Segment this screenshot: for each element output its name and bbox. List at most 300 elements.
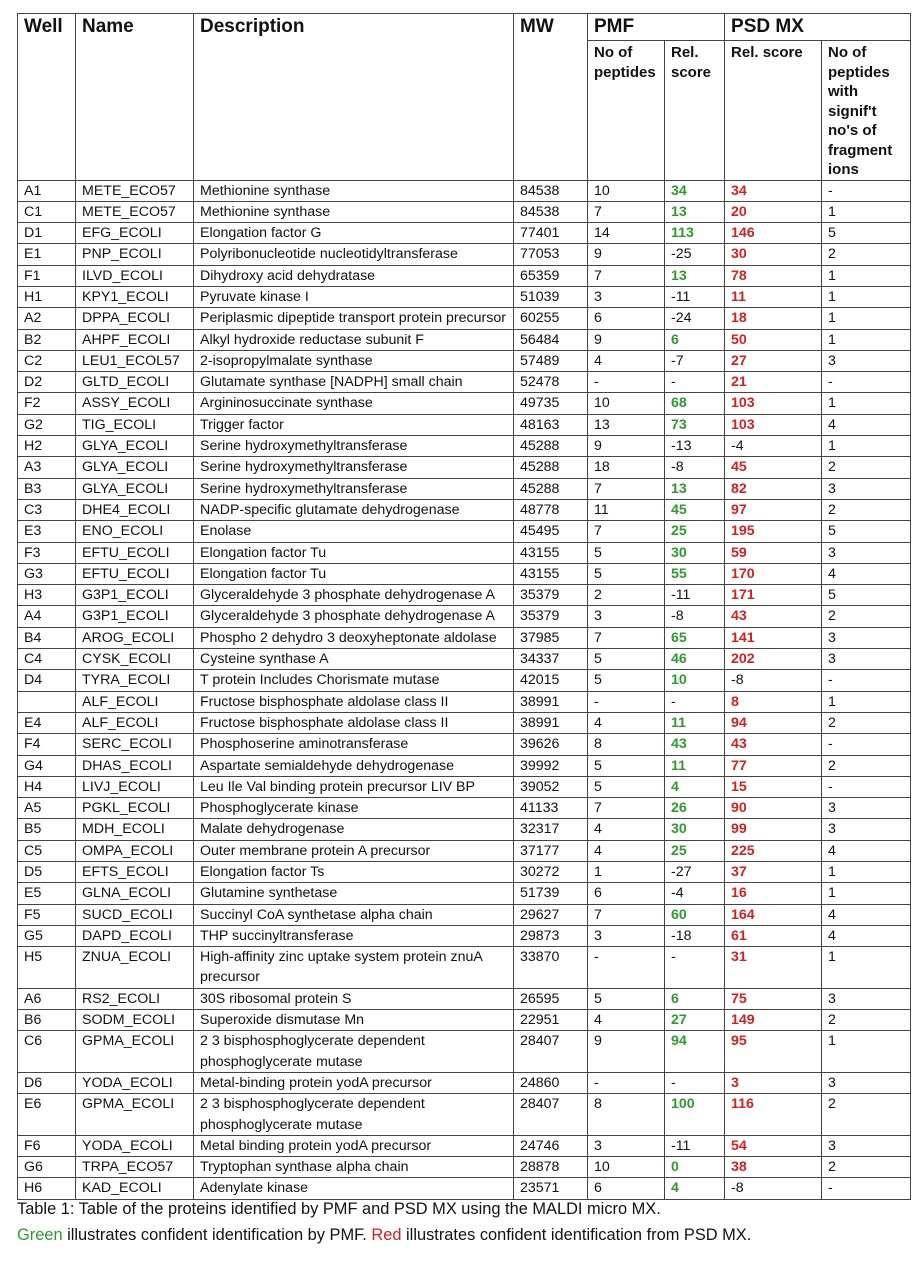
cell-mw: 38991 [514, 712, 588, 733]
table-row [18, 947, 911, 989]
cell-pmf-score: -4 [665, 883, 725, 904]
cell-psd-peptides: 5 [822, 521, 911, 542]
table-row [18, 862, 911, 883]
cell-well: G6 [18, 1157, 76, 1178]
cell-pmf-score: 30 [665, 819, 725, 840]
header-pmf: PMF [588, 14, 725, 41]
table-row [18, 712, 911, 733]
cell-pmf-peptides: 8 [588, 1094, 665, 1136]
cell-well: H1 [18, 286, 76, 307]
cell-name: AHPF_ECOLI [76, 329, 194, 350]
table-row [18, 755, 911, 776]
cell-well: B3 [18, 478, 76, 499]
cell-psd-peptides: 2 [822, 457, 911, 478]
cell-pmf-peptides: 7 [588, 904, 665, 925]
table-row [18, 840, 911, 861]
table-row [18, 286, 911, 307]
cell-psd-peptides: 3 [822, 350, 911, 371]
cell-description: Methionine synthase [194, 180, 514, 201]
cell-mw: 60255 [514, 308, 588, 329]
cell-name: LIVJ_ECOLI [76, 776, 194, 797]
cell-pmf-score: 4 [665, 1178, 725, 1199]
cell-psd-peptides: 3 [822, 1135, 911, 1156]
cell-psd-peptides: 2 [822, 1157, 911, 1178]
cell-description: Fructose bisphosphate aldolase class II [194, 712, 514, 733]
cell-psd-score: -4 [725, 436, 822, 457]
cell-pmf-score: - [665, 691, 725, 712]
cell-psd-score: 75 [725, 988, 822, 1009]
cell-description: Elongation factor Ts [194, 862, 514, 883]
header-pmf-score: Rel. score [665, 41, 725, 181]
cell-mw: 45288 [514, 478, 588, 499]
cell-description: 30S ribosomal protein S [194, 988, 514, 1009]
cell-pmf-score: 60 [665, 904, 725, 925]
cell-well: H5 [18, 947, 76, 989]
cell-well: D1 [18, 223, 76, 244]
cell-name: GPMA_ECOLI [76, 1094, 194, 1136]
cell-psd-score: 61 [725, 925, 822, 946]
cell-psd-score: 171 [725, 585, 822, 606]
cell-psd-score: 16 [725, 883, 822, 904]
cell-description: Glyceraldehyde 3 phosphate dehydrogenase A [194, 585, 514, 606]
cell-psd-score: 8 [725, 691, 822, 712]
cell-description: T protein Includes Chorismate mutase [194, 670, 514, 691]
cell-psd-peptides: 2 [822, 499, 911, 520]
cell-name: DHAS_ECOLI [76, 755, 194, 776]
cell-mw: 57489 [514, 350, 588, 371]
table-row [18, 414, 911, 435]
caption-line-1: Table 1: Table of the proteins identified by PMF and PSD MX using the MALDI micro MX. [17, 1200, 661, 1218]
cell-psd-score: 95 [725, 1031, 822, 1073]
table-row [18, 585, 911, 606]
cell-psd-peptides: 2 [822, 1094, 911, 1136]
cell-mw: 37177 [514, 840, 588, 861]
cell-description: Polyribonucleotide nucleotidyltransferase [194, 244, 514, 265]
cell-well: D5 [18, 862, 76, 883]
cell-well: E3 [18, 521, 76, 542]
cell-psd-peptides: 2 [822, 606, 911, 627]
cell-psd-peptides: 3 [822, 1072, 911, 1093]
cell-well: E4 [18, 712, 76, 733]
cell-well: G2 [18, 414, 76, 435]
cell-description: Phosphoglycerate kinase [194, 798, 514, 819]
cell-psd-peptides: - [822, 734, 911, 755]
cell-mw: 26595 [514, 988, 588, 1009]
cell-description: Phosphoserine aminotransferase [194, 734, 514, 755]
cell-pmf-peptides: 3 [588, 925, 665, 946]
header-well: Well [18, 14, 76, 181]
cell-pmf-score: -11 [665, 585, 725, 606]
cell-psd-peptides: 4 [822, 414, 911, 435]
cell-pmf-peptides: 5 [588, 542, 665, 563]
cell-pmf-peptides: 18 [588, 457, 665, 478]
cell-name: PGKL_ECOLI [76, 798, 194, 819]
cell-mw: 51739 [514, 883, 588, 904]
cell-psd-score: 78 [725, 265, 822, 286]
cell-pmf-score: -11 [665, 286, 725, 307]
cell-pmf-score: 34 [665, 180, 725, 201]
cell-description: Adenylate kinase [194, 1178, 514, 1199]
cell-mw: 43155 [514, 563, 588, 584]
caption-green-text: illustrates confident identification by PMF. [62, 1226, 372, 1244]
cell-well: F3 [18, 542, 76, 563]
cell-well: H6 [18, 1178, 76, 1199]
cell-mw: 35379 [514, 585, 588, 606]
cell-psd-score: 164 [725, 904, 822, 925]
cell-pmf-score: 11 [665, 712, 725, 733]
cell-psd-score: 97 [725, 499, 822, 520]
cell-pmf-score: 26 [665, 798, 725, 819]
cell-pmf-peptides: - [588, 947, 665, 989]
cell-pmf-peptides: 6 [588, 1178, 665, 1199]
cell-name: AROG_ECOLI [76, 627, 194, 648]
cell-psd-score: 170 [725, 563, 822, 584]
cell-pmf-peptides: 7 [588, 265, 665, 286]
cell-psd-score: 11 [725, 286, 822, 307]
cell-pmf-score: 13 [665, 478, 725, 499]
cell-mw: 43155 [514, 542, 588, 563]
cell-psd-peptides: 1 [822, 329, 911, 350]
table-body [18, 180, 911, 1199]
cell-pmf-peptides: 5 [588, 649, 665, 670]
cell-psd-peptides: 1 [822, 691, 911, 712]
cell-psd-score: 50 [725, 329, 822, 350]
cell-pmf-score: 4 [665, 776, 725, 797]
table-row [18, 521, 911, 542]
cell-description: Glutamate synthase [NADPH] small chain [194, 372, 514, 393]
cell-well: D4 [18, 670, 76, 691]
cell-mw: 45495 [514, 521, 588, 542]
cell-mw: 34337 [514, 649, 588, 670]
cell-pmf-peptides: 7 [588, 521, 665, 542]
cell-pmf-score: 43 [665, 734, 725, 755]
cell-name: G3P1_ECOLI [76, 585, 194, 606]
cell-name: RS2_ECOLI [76, 988, 194, 1009]
cell-name: KAD_ECOLI [76, 1178, 194, 1199]
cell-mw: 84538 [514, 180, 588, 201]
table-row [18, 201, 911, 222]
table-row [18, 180, 911, 201]
cell-name: CYSK_ECOLI [76, 649, 194, 670]
table-row [18, 308, 911, 329]
cell-well: F1 [18, 265, 76, 286]
cell-pmf-score: 65 [665, 627, 725, 648]
header-psd-peptides: No of peptides with signif't no's of fragment ions [822, 41, 911, 181]
cell-pmf-score: -11 [665, 1135, 725, 1156]
cell-psd-score: 99 [725, 819, 822, 840]
cell-description: Argininosuccinate synthase [194, 393, 514, 414]
cell-pmf-score: 13 [665, 201, 725, 222]
cell-name: YODA_ECOLI [76, 1072, 194, 1093]
cell-well: B2 [18, 329, 76, 350]
cell-psd-score: 54 [725, 1135, 822, 1156]
cell-pmf-score: 94 [665, 1031, 725, 1073]
cell-well: F2 [18, 393, 76, 414]
cell-pmf-score: 30 [665, 542, 725, 563]
cell-well: B5 [18, 819, 76, 840]
cell-name: PNP_ECOLI [76, 244, 194, 265]
cell-pmf-peptides: 4 [588, 350, 665, 371]
cell-description: Dihydroxy acid dehydratase [194, 265, 514, 286]
cell-pmf-peptides: 6 [588, 308, 665, 329]
cell-pmf-score: - [665, 1072, 725, 1093]
cell-mw: 28407 [514, 1031, 588, 1073]
cell-description: Glutamine synthetase [194, 883, 514, 904]
cell-description: Serine hydroxymethyltransferase [194, 457, 514, 478]
cell-description: Fructose bisphosphate aldolase class II [194, 691, 514, 712]
caption-red-text: illustrates confident identification from PSD MX. [401, 1226, 752, 1244]
cell-name: KPY1_ECOLI [76, 286, 194, 307]
cell-name: YODA_ECOLI [76, 1135, 194, 1156]
header-pmf-peptides: No of peptides [588, 41, 665, 181]
cell-name: ALF_ECOLI [76, 712, 194, 733]
cell-name: TIG_ECOLI [76, 414, 194, 435]
cell-description: Superoxide dismutase Mn [194, 1010, 514, 1031]
cell-pmf-score: 100 [665, 1094, 725, 1136]
cell-psd-score: 195 [725, 521, 822, 542]
cell-name: TYRA_ECOLI [76, 670, 194, 691]
cell-pmf-peptides: 9 [588, 436, 665, 457]
cell-pmf-score: -8 [665, 457, 725, 478]
cell-psd-peptides: 1 [822, 862, 911, 883]
cell-name: EFTU_ECOLI [76, 542, 194, 563]
cell-mw: 33870 [514, 947, 588, 989]
cell-pmf-peptides: 7 [588, 201, 665, 222]
cell-well: A6 [18, 988, 76, 1009]
cell-pmf-score: 113 [665, 223, 725, 244]
cell-name: EFTS_ECOLI [76, 862, 194, 883]
protein-table [17, 13, 911, 1200]
caption-red-word: Red [371, 1226, 402, 1244]
cell-name: ALF_ECOLI [76, 691, 194, 712]
cell-description: Metal binding protein yodA precursor [194, 1135, 514, 1156]
cell-psd-score: 21 [725, 372, 822, 393]
cell-psd-score: 27 [725, 350, 822, 371]
cell-pmf-peptides: 10 [588, 1157, 665, 1178]
cell-mw: 37985 [514, 627, 588, 648]
cell-name: GLYA_ECOLI [76, 457, 194, 478]
cell-pmf-peptides: 4 [588, 1010, 665, 1031]
cell-psd-score: 37 [725, 862, 822, 883]
cell-name: LEU1_ECOL57 [76, 350, 194, 371]
table-row [18, 691, 911, 712]
cell-well: B6 [18, 1010, 76, 1031]
cell-psd-peptides: 3 [822, 798, 911, 819]
cell-well: B4 [18, 627, 76, 648]
cell-mw: 39052 [514, 776, 588, 797]
cell-psd-peptides: 4 [822, 563, 911, 584]
cell-psd-peptides: 3 [822, 988, 911, 1009]
cell-psd-score: 20 [725, 201, 822, 222]
table-row [18, 904, 911, 925]
table-row [18, 457, 911, 478]
cell-pmf-score: - [665, 372, 725, 393]
cell-mw: 77401 [514, 223, 588, 244]
cell-mw: 39626 [514, 734, 588, 755]
cell-well: A3 [18, 457, 76, 478]
cell-mw: 24746 [514, 1135, 588, 1156]
cell-name: GLYA_ECOLI [76, 436, 194, 457]
cell-well: E1 [18, 244, 76, 265]
table-row [18, 1031, 911, 1073]
cell-psd-peptides: 4 [822, 904, 911, 925]
cell-pmf-peptides: 11 [588, 499, 665, 520]
cell-pmf-score: -8 [665, 606, 725, 627]
cell-name: GLTD_ECOLI [76, 372, 194, 393]
cell-psd-peptides: - [822, 372, 911, 393]
cell-description: NADP-specific glutamate dehydrogenase [194, 499, 514, 520]
cell-mw: 48163 [514, 414, 588, 435]
cell-pmf-peptides: 10 [588, 180, 665, 201]
cell-pmf-score: 10 [665, 670, 725, 691]
cell-psd-score: 45 [725, 457, 822, 478]
cell-mw: 84538 [514, 201, 588, 222]
cell-mw: 29873 [514, 925, 588, 946]
cell-pmf-peptides: 7 [588, 798, 665, 819]
table-row [18, 1135, 911, 1156]
cell-description: Serine hydroxymethyltransferase [194, 436, 514, 457]
cell-pmf-score: 46 [665, 649, 725, 670]
cell-mw: 49735 [514, 393, 588, 414]
table-row [18, 988, 911, 1009]
cell-psd-score: 82 [725, 478, 822, 499]
cell-well: C5 [18, 840, 76, 861]
cell-psd-score: 103 [725, 414, 822, 435]
cell-pmf-peptides: - [588, 372, 665, 393]
cell-psd-peptides: 3 [822, 542, 911, 563]
cell-name: METE_ECO57 [76, 201, 194, 222]
cell-name: G3P1_ECOLI [76, 606, 194, 627]
cell-pmf-score: 68 [665, 393, 725, 414]
cell-pmf-score: -7 [665, 350, 725, 371]
cell-description: Aspartate semialdehyde dehydrogenase [194, 755, 514, 776]
cell-pmf-peptides: 4 [588, 712, 665, 733]
cell-pmf-peptides: 5 [588, 776, 665, 797]
cell-psd-score: 77 [725, 755, 822, 776]
table-row [18, 499, 911, 520]
cell-pmf-peptides: 4 [588, 840, 665, 861]
cell-psd-peptides: - [822, 670, 911, 691]
cell-psd-score: 31 [725, 947, 822, 989]
cell-pmf-peptides: 3 [588, 286, 665, 307]
cell-name: MDH_ECOLI [76, 819, 194, 840]
cell-pmf-peptides: 7 [588, 478, 665, 499]
cell-pmf-score: 11 [665, 755, 725, 776]
cell-description: Tryptophan synthase alpha chain [194, 1157, 514, 1178]
cell-well: E5 [18, 883, 76, 904]
cell-pmf-peptides: 5 [588, 563, 665, 584]
cell-pmf-score: 55 [665, 563, 725, 584]
cell-pmf-peptides: 13 [588, 414, 665, 435]
table-row [18, 798, 911, 819]
cell-psd-peptides: 4 [822, 840, 911, 861]
cell-psd-peptides: 1 [822, 883, 911, 904]
cell-description: Pyruvate kinase I [194, 286, 514, 307]
cell-psd-peptides: 3 [822, 627, 911, 648]
cell-psd-peptides: 3 [822, 478, 911, 499]
cell-description: Trigger factor [194, 414, 514, 435]
cell-name: ZNUA_ECOLI [76, 947, 194, 989]
cell-mw: 24860 [514, 1072, 588, 1093]
cell-mw: 29627 [514, 904, 588, 925]
cell-pmf-score: 25 [665, 521, 725, 542]
header-name: Name [76, 14, 194, 181]
cell-pmf-score: 45 [665, 499, 725, 520]
cell-psd-score: 202 [725, 649, 822, 670]
cell-pmf-peptides: 9 [588, 1031, 665, 1073]
table-row [18, 542, 911, 563]
table-row [18, 819, 911, 840]
cell-psd-score: 225 [725, 840, 822, 861]
cell-mw: 45288 [514, 436, 588, 457]
cell-psd-peptides: 1 [822, 393, 911, 414]
table-row [18, 649, 911, 670]
cell-mw: 22951 [514, 1010, 588, 1031]
cell-psd-score: 90 [725, 798, 822, 819]
cell-description: THP succinyltransferase [194, 925, 514, 946]
cell-psd-peptides: 1 [822, 1031, 911, 1073]
cell-pmf-peptides: 4 [588, 819, 665, 840]
cell-name: DAPD_ECOLI [76, 925, 194, 946]
cell-pmf-score: 0 [665, 1157, 725, 1178]
cell-psd-peptides: 2 [822, 244, 911, 265]
cell-name: SUCD_ECOLI [76, 904, 194, 925]
cell-well: C3 [18, 499, 76, 520]
cell-psd-peptides: 1 [822, 201, 911, 222]
cell-psd-score: 43 [725, 734, 822, 755]
cell-psd-score: 116 [725, 1094, 822, 1136]
cell-description: Elongation factor Tu [194, 563, 514, 584]
cell-description: Leu Ile Val binding protein precursor LIV BP [194, 776, 514, 797]
cell-psd-score: 18 [725, 308, 822, 329]
cell-name: ENO_ECOLI [76, 521, 194, 542]
cell-pmf-peptides: 5 [588, 755, 665, 776]
cell-pmf-score: 6 [665, 329, 725, 350]
cell-pmf-score: 73 [665, 414, 725, 435]
cell-well: C4 [18, 649, 76, 670]
table-row [18, 329, 911, 350]
table-row [18, 1094, 911, 1136]
header-mw: MW [514, 14, 588, 181]
cell-psd-peptides: 1 [822, 947, 911, 989]
cell-well: G4 [18, 755, 76, 776]
cell-psd-peptides: - [822, 776, 911, 797]
cell-well: C6 [18, 1031, 76, 1073]
table-row [18, 606, 911, 627]
cell-description: Elongation factor Tu [194, 542, 514, 563]
cell-psd-peptides: - [822, 1178, 911, 1199]
cell-psd-peptides: 3 [822, 819, 911, 840]
cell-psd-score: 34 [725, 180, 822, 201]
header-description: Description [194, 14, 514, 181]
table-row [18, 393, 911, 414]
cell-psd-score: -8 [725, 670, 822, 691]
table-row [18, 776, 911, 797]
header-psd-mx: PSD MX [725, 14, 911, 41]
cell-pmf-peptides: 6 [588, 883, 665, 904]
cell-name: SODM_ECOLI [76, 1010, 194, 1031]
cell-psd-peptides: 2 [822, 755, 911, 776]
cell-description: Phospho 2 dehydro 3 deoxyheptonate aldolase [194, 627, 514, 648]
cell-well: H3 [18, 585, 76, 606]
cell-psd-peptides: 1 [822, 265, 911, 286]
cell-psd-score: -8 [725, 1178, 822, 1199]
cell-description: 2 3 bisphosphoglycerate dependent phosphoglycerate mutase [194, 1031, 514, 1073]
cell-mw: 42015 [514, 670, 588, 691]
cell-mw: 39992 [514, 755, 588, 776]
cell-well: G3 [18, 563, 76, 584]
cell-psd-peptides: 2 [822, 1010, 911, 1031]
